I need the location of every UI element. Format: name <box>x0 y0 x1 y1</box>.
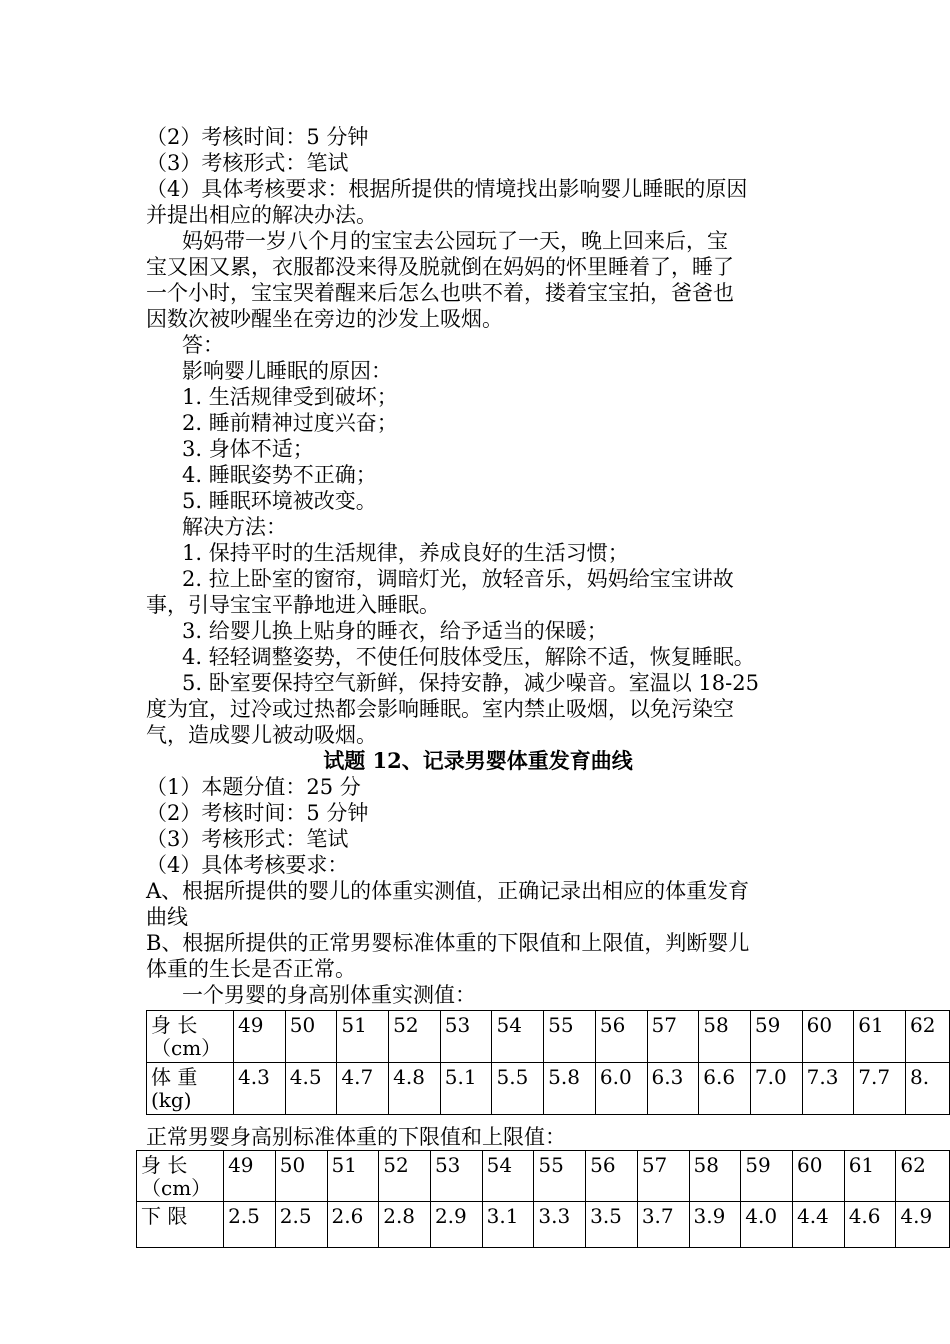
table-cell: 3.7 <box>637 1202 689 1248</box>
table-cell: 2.8 <box>379 1202 431 1248</box>
table-cell: 3.1 <box>482 1202 534 1248</box>
table-header-cell <box>147 1063 234 1115</box>
row-label: 身 长 <box>141 1153 188 1177</box>
row-unit: (kg) <box>151 1088 192 1112</box>
table-cell: 57 <box>647 1011 699 1063</box>
question-line: B、根据所提供的正常男婴标准体重的下限值和上限值，判断婴儿 <box>146 931 750 955</box>
table-cell: 5.1 <box>440 1063 492 1115</box>
requirement-line: （4）具体考核要求：根据所提供的情境找出影响婴儿睡眠的原因 <box>146 177 748 201</box>
solution-item: 3. 给婴儿换上贴身的睡衣，给予适当的保暖； <box>182 619 608 643</box>
table-cell: 7.0 <box>750 1063 802 1115</box>
question-line: （3）考核形式：笔试 <box>146 827 349 851</box>
answer-label: 答： <box>182 333 224 357</box>
table-cell: 5.8 <box>544 1063 596 1115</box>
table-cell: 4.9 <box>896 1202 950 1248</box>
table-cell: 49 <box>234 1011 286 1063</box>
solution-item-cont: 气，造成婴儿被动吸烟。 <box>146 723 377 747</box>
solutions-label: 解决方法： <box>182 515 287 539</box>
table-cell: 4.0 <box>741 1202 793 1248</box>
question-line: 体重的生长是否正常。 <box>146 957 356 981</box>
table-cell: 59 <box>750 1011 802 1063</box>
table-cell: 61 <box>844 1151 896 1202</box>
table-cell: 59 <box>741 1151 793 1202</box>
row-unit: （cm） <box>151 1036 222 1060</box>
table-cell: 3.3 <box>534 1202 586 1248</box>
table-cell: 2.5 <box>224 1202 276 1248</box>
row-label: 下 限 <box>141 1204 188 1228</box>
table-cell: 52 <box>379 1151 431 1202</box>
row-label: 身 长 <box>151 1013 198 1037</box>
table-cell: 54 <box>492 1011 544 1063</box>
table-cell: 6.3 <box>647 1063 699 1115</box>
row-label: 体 重 <box>151 1065 198 1089</box>
question-line: （1）本题分值：25 分 <box>146 775 361 799</box>
table-cell: 4.8 <box>389 1063 441 1115</box>
solution-item-cont: 度为宜，过冷或过热都会影响睡眠。室内禁止吸烟，以免污染空 <box>146 697 734 721</box>
table-cell: 62 <box>905 1011 949 1063</box>
table-cell: 60 <box>802 1011 854 1063</box>
scenario-line: 宝又困又累，衣服都没来得及脱就倒在妈妈的怀里睡着了，睡了 <box>146 255 734 279</box>
table-cell: 5.5 <box>492 1063 544 1115</box>
cause-item: 5. 睡眠环境被改变。 <box>182 489 377 513</box>
measured-weight-table <box>146 1010 950 1115</box>
table-cell: 4.3 <box>234 1063 286 1115</box>
cause-item: 1. 生活规律受到破坏； <box>182 385 398 409</box>
table-cell: 57 <box>637 1151 689 1202</box>
table-cell: 7.3 <box>802 1063 854 1115</box>
table-row <box>147 1011 950 1063</box>
table-cell: 4.6 <box>844 1202 896 1248</box>
question-line: （2）考核时间：5 分钟 <box>146 801 369 825</box>
table1-caption: 一个男婴的身高别体重实测值： <box>182 983 476 1007</box>
solution-item: 4. 轻轻调整姿势，不使任何肢体受压，解除不适，恢复睡眠。 <box>182 645 755 669</box>
table-cell: 7.7 <box>854 1063 906 1115</box>
table-cell: 56 <box>595 1011 647 1063</box>
table-cell: 4.4 <box>792 1202 844 1248</box>
question-line: A、根据所提供的婴儿的体重实测值，正确记录出相应的体重发育 <box>146 879 750 903</box>
table-cell: 53 <box>440 1011 492 1063</box>
table-cell: 6.0 <box>595 1063 647 1115</box>
question-line: 曲线 <box>146 905 188 929</box>
table-cell: 3.5 <box>586 1202 638 1248</box>
table-header-cell <box>137 1202 224 1248</box>
requirement-line-2: 并提出相应的解决办法。 <box>146 203 377 227</box>
solution-item: 1. 保持平时的生活规律，养成良好的生活习惯； <box>182 541 629 565</box>
table-header-cell <box>147 1011 234 1063</box>
exam-time-line: （2）考核时间：5 分钟 <box>146 125 369 149</box>
table-cell: 52 <box>389 1011 441 1063</box>
table-cell: 6.6 <box>699 1063 751 1115</box>
table-cell: 61 <box>854 1011 906 1063</box>
cause-item: 4. 睡眠姿势不正确； <box>182 463 377 487</box>
table-cell: 49 <box>224 1151 276 1202</box>
table-cell: 2.9 <box>430 1202 482 1248</box>
table-cell: 50 <box>275 1151 327 1202</box>
table-cell: 54 <box>482 1151 534 1202</box>
table-cell: 58 <box>699 1011 751 1063</box>
table-cell: 51 <box>337 1011 389 1063</box>
table-cell: 53 <box>430 1151 482 1202</box>
table2-caption: 正常男婴身高别标准体重的下限值和上限值： <box>146 1125 566 1149</box>
exam-format-line: （3）考核形式：笔试 <box>146 151 349 175</box>
table-cell: 55 <box>534 1151 586 1202</box>
cause-item: 2. 睡前精神过度兴奋； <box>182 411 398 435</box>
table-row <box>137 1151 950 1202</box>
causes-label: 影响婴儿睡眠的原因： <box>182 359 392 383</box>
table-cell: 4.5 <box>285 1063 337 1115</box>
table-row <box>147 1063 950 1115</box>
table-cell: 2.6 <box>327 1202 379 1248</box>
scenario-line: 妈妈带一岁八个月的宝宝去公园玩了一天，晚上回来后，宝 <box>182 229 728 253</box>
table-cell: 60 <box>792 1151 844 1202</box>
standard-weight-table <box>136 1150 950 1248</box>
table-cell: 8. <box>905 1063 949 1115</box>
solution-item: 2. 拉上卧室的窗帘，调暗灯光，放轻音乐，妈妈给宝宝讲故 <box>182 567 734 591</box>
solution-item: 5. 卧室要保持空气新鲜，保持安静，减少噪音。室温以 18-25 <box>182 671 759 695</box>
table-cell: 2.5 <box>275 1202 327 1248</box>
table-row <box>137 1202 950 1248</box>
table-header-cell <box>137 1151 224 1202</box>
scenario-line: 一个小时，宝宝哭着醒来后怎么也哄不着，搂着宝宝拍，爸爸也 <box>146 281 734 305</box>
cause-item: 3. 身体不适； <box>182 437 314 461</box>
table-cell: 56 <box>586 1151 638 1202</box>
table-cell: 4.7 <box>337 1063 389 1115</box>
table-cell: 3.9 <box>689 1202 741 1248</box>
question-title: 试题 12、记录男婴体重发育曲线 <box>323 748 633 773</box>
table-cell: 55 <box>544 1011 596 1063</box>
scenario-line: 因数次被吵醒坐在旁边的沙发上吸烟。 <box>146 307 503 331</box>
table-cell: 50 <box>285 1011 337 1063</box>
question-line: （4）具体考核要求： <box>146 853 349 877</box>
table-cell: 51 <box>327 1151 379 1202</box>
table-cell: 62 <box>896 1151 950 1202</box>
row-unit: （cm） <box>141 1176 212 1200</box>
table-cell: 58 <box>689 1151 741 1202</box>
solution-item-cont: 事，引导宝宝平静地进入睡眠。 <box>146 593 440 617</box>
